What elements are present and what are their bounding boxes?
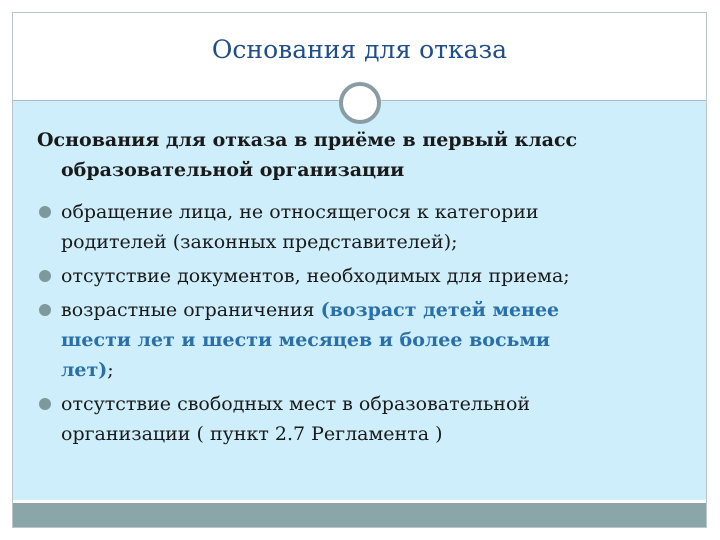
item-highlight-line-3: лет) <box>61 359 108 381</box>
item-text-line-2: организации ( пункт 2.7 Регламента ) <box>61 423 443 445</box>
slide-footer-bar <box>13 503 706 527</box>
heading-line-1: Основания для отказа в приёме в первый класс <box>37 129 578 151</box>
bullet-icon <box>39 304 51 316</box>
item-text-line-1: отсутствие свободных мест в образовательной <box>61 393 531 415</box>
bullet-icon <box>39 206 51 218</box>
list-item <box>37 389 677 449</box>
bullet-icon <box>39 398 51 410</box>
item-highlight-line-1: (возраст детей менее <box>320 299 560 321</box>
content-heading <box>37 125 677 185</box>
list-item <box>37 295 677 385</box>
content-area <box>13 101 706 503</box>
item-text-prefix: возрастные ограничения <box>61 299 321 321</box>
slide <box>12 12 707 528</box>
list-item <box>37 261 677 291</box>
slide-title: Основания для отказа <box>211 35 508 64</box>
item-highlight-line-2: шести лет и шести месяцев и более восьми <box>61 329 551 351</box>
heading-line-2: образовательной организации <box>61 159 405 181</box>
reasons-list <box>37 197 677 453</box>
list-item <box>37 197 677 257</box>
bullet-icon <box>39 270 51 282</box>
item-text-line-2: родителей (законных представителей); <box>61 231 458 253</box>
item-text-line-1: обращение лица, не относящегося к категории <box>61 201 539 223</box>
item-text-suffix: ; <box>107 359 114 381</box>
item-text-line-1: отсутствие документов, необходимых для приема; <box>61 265 570 287</box>
circle-ornament <box>339 82 381 124</box>
